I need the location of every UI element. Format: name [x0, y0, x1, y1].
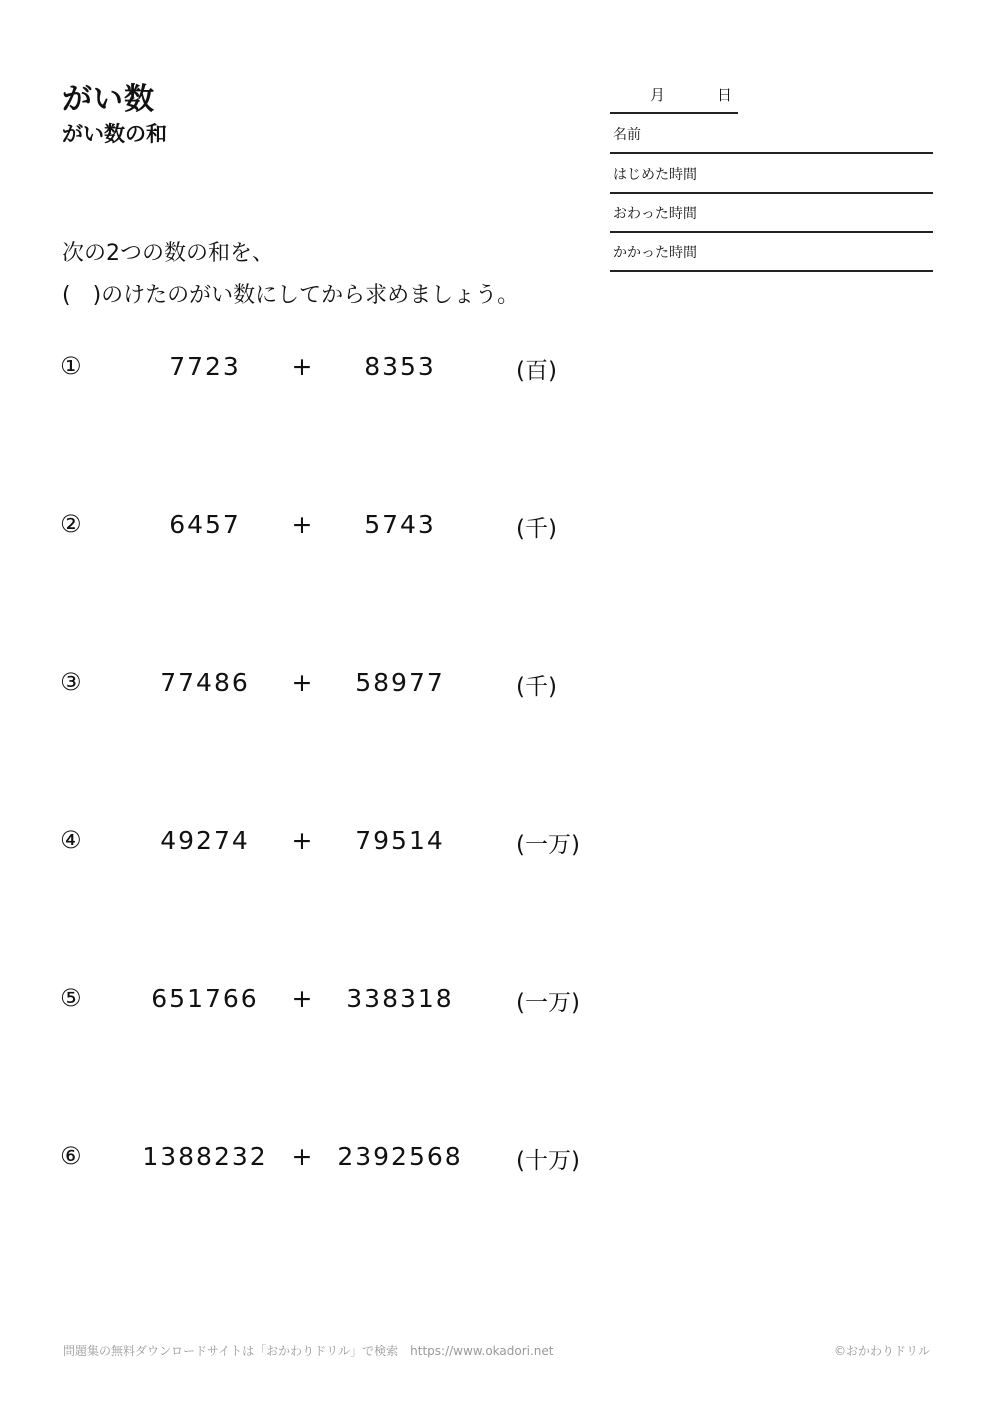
start-time-field [610, 154, 933, 194]
instruction-line-2: ( )のけたのがい数にしてから求めましょう。 [62, 283, 520, 308]
addend-a: 651766 [151, 984, 259, 1013]
problem-5 [0, 984, 1000, 1024]
addend-b: 2392568 [337, 1142, 463, 1171]
plus-sign: + [291, 352, 313, 381]
addend-a: 49274 [160, 826, 250, 855]
elapsed-time-label: かかった時間 [613, 245, 697, 261]
rounding-place: (千) [516, 516, 557, 542]
page-title: がい数 [62, 82, 155, 117]
problem-2 [0, 510, 1000, 550]
name-label: 名前 [613, 127, 641, 143]
addend-a: 1388232 [142, 1142, 268, 1171]
problem-3 [0, 668, 1000, 708]
footer-site-note: 問題集の無料ダウンロードサイトは「おかわりドリル」で検索 https://www.okadori.net [63, 1344, 554, 1358]
addend-a: 7723 [169, 352, 241, 381]
problem-number: ① [60, 352, 82, 380]
plus-sign: + [291, 668, 313, 697]
day-label: 日 [717, 86, 733, 104]
plus-sign: + [291, 826, 313, 855]
footer-copyright: ©おかわりドリル [833, 1344, 930, 1358]
name-field [610, 114, 933, 154]
month-label: 月 [650, 86, 666, 104]
page-subtitle: がい数の和 [62, 122, 167, 146]
end-time-label: おわった時間 [613, 206, 697, 222]
problem-number: ② [60, 510, 82, 538]
problem-number: ⑥ [60, 1142, 82, 1170]
addend-b: 5743 [364, 510, 436, 539]
rounding-place: (一万) [516, 832, 580, 858]
problem-number: ⑤ [60, 984, 82, 1012]
plus-sign: + [291, 510, 313, 539]
problem-number: ④ [60, 826, 82, 854]
instruction-line-1: 次の2つの数の和を、 [62, 241, 274, 266]
problem-number: ③ [60, 668, 82, 696]
addend-b: 79514 [355, 826, 445, 855]
addend-a: 6457 [169, 510, 241, 539]
addend-b: 338318 [346, 984, 454, 1013]
addend-a: 77486 [160, 668, 250, 697]
start-time-label: はじめた時間 [613, 167, 697, 183]
rounding-place: (一万) [516, 990, 580, 1016]
addend-b: 58977 [355, 668, 445, 697]
end-time-field [610, 193, 933, 233]
problem-6 [0, 1142, 1000, 1182]
addend-b: 8353 [364, 352, 436, 381]
plus-sign: + [291, 1142, 313, 1171]
problem-1 [0, 352, 1000, 392]
elapsed-time-field [610, 232, 933, 272]
date-field [610, 82, 738, 114]
rounding-place: (十万) [516, 1148, 580, 1174]
rounding-place: (千) [516, 674, 557, 700]
rounding-place: (百) [516, 358, 557, 384]
plus-sign: + [291, 984, 313, 1013]
problem-4 [0, 826, 1000, 866]
